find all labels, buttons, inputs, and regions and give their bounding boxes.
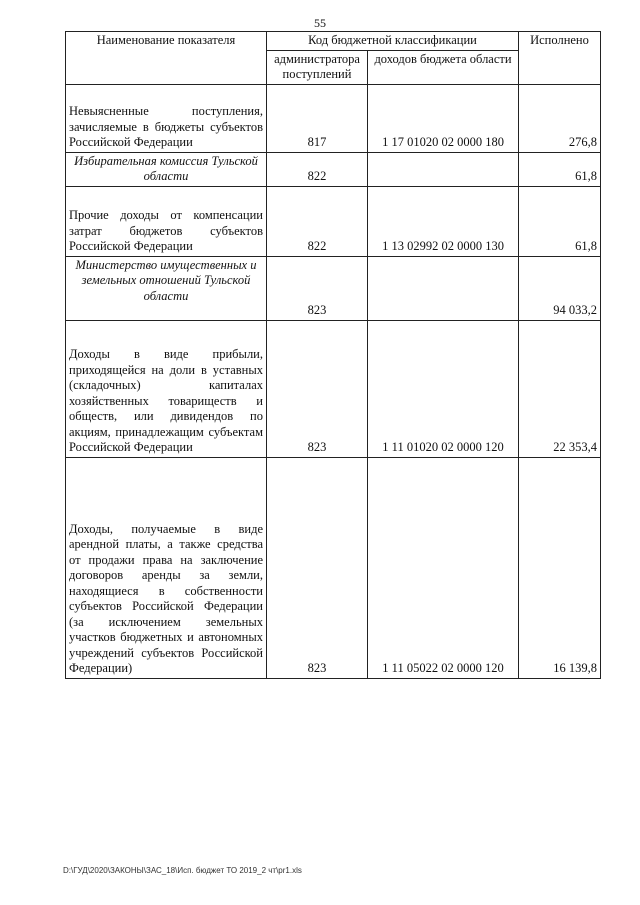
header-name: Наименование показателя (66, 32, 267, 85)
row-revenue-code: 1 11 01020 02 0000 120 (368, 320, 519, 457)
row-admin-code: 822 (267, 152, 368, 186)
row-admin-code: 823 (267, 320, 368, 457)
row-revenue-code (368, 256, 519, 320)
table-row (66, 320, 601, 457)
header-code-group: Код бюджетной классификации (267, 32, 519, 51)
table-body (66, 84, 601, 678)
header-revenue: доходов бюджета области (368, 50, 519, 84)
row-executed-value: 16 139,8 (519, 457, 601, 678)
row-name: Доходы, получаемые в виде арендной платы, а также средства от продажи права на заключение договоров аренды за земли, находящиеся в собственности субъектов Российской Федерации (за исключением земельных участков бюджетных и автономных учреждений субъектов Российской Федерации) (66, 457, 267, 678)
row-admin-code: 823 (267, 256, 368, 320)
row-name: Министерство имущественных и земельных отношений Тульской области (66, 256, 267, 320)
file-path-footer: D:\ГУД\2020\ЗАКОНЫ\ЗАС_18\Исп. бюджет ТО 2019_2 чт\pr1.xls (63, 866, 302, 875)
row-name: Доходы в виде прибыли, приходящейся на доли в уставных (складочных) капиталах хозяйственных товариществ и обществ, или дивидендов по акциям, принадлежащим субъектам Российской Федерации (66, 320, 267, 457)
row-name: Прочие доходы от компенсации затрат бюджетов субъектов Российской Федерации (66, 186, 267, 256)
table-row (66, 186, 601, 256)
budget-table (65, 31, 601, 679)
row-executed-value: 61,8 (519, 186, 601, 256)
header-admin: администратора поступлений (267, 50, 368, 84)
row-revenue-code: 1 17 01020 02 0000 180 (368, 84, 519, 152)
row-executed-value: 61,8 (519, 152, 601, 186)
table-header-row (66, 32, 601, 51)
row-revenue-code: 1 11 05022 02 0000 120 (368, 457, 519, 678)
row-executed-value: 276,8 (519, 84, 601, 152)
header-executed: Исполнено (519, 32, 601, 85)
row-revenue-code: 1 13 02992 02 0000 130 (368, 186, 519, 256)
page-number: 55 (314, 16, 326, 30)
row-executed-value: 94 033,2 (519, 256, 601, 320)
row-admin-code: 823 (267, 457, 368, 678)
row-admin-code: 822 (267, 186, 368, 256)
row-name: Невыясненные поступления, зачисляемые в бюджеты субъектов Российской Федерации (66, 84, 267, 152)
table-row (66, 152, 601, 186)
table-row (66, 457, 601, 678)
row-executed-value: 22 353,4 (519, 320, 601, 457)
table-row (66, 84, 601, 152)
row-name: Избирательная комиссия Тульской области (66, 152, 267, 186)
table-row (66, 256, 601, 320)
row-admin-code: 817 (267, 84, 368, 152)
row-revenue-code (368, 152, 519, 186)
